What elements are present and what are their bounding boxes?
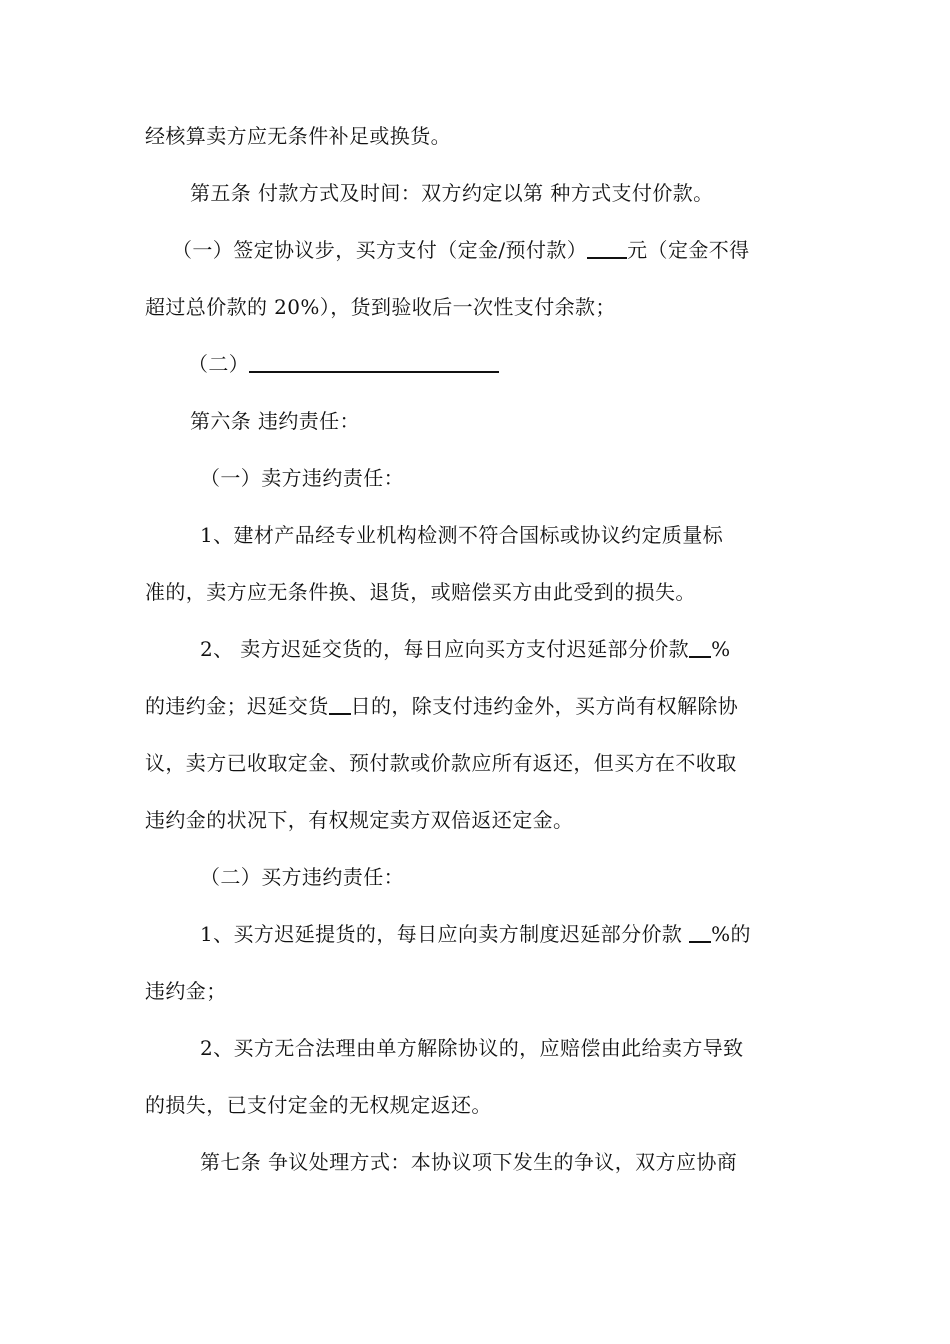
line-text: 经核算卖方应无条件补足或换货。 bbox=[145, 124, 451, 148]
line-text: 的违约金；迟延交货 bbox=[145, 694, 329, 718]
seller-liability-heading bbox=[200, 464, 865, 492]
payment-clause-2 bbox=[188, 350, 853, 378]
seller-clause-2-cont bbox=[145, 692, 810, 720]
buyer-clause-2-cont bbox=[145, 1091, 810, 1119]
line-text: %的 bbox=[711, 922, 751, 946]
line-text: 超过总价款的 20%），货到验收后一次性支付余款； bbox=[145, 295, 616, 319]
line-text: 违约金的状况下，有权规定卖方双倍返还定金。 bbox=[145, 808, 574, 832]
line-text: 第五条 付款方式及时间：双方约定以第 种方式支付价款。 bbox=[190, 181, 714, 205]
seller-clause-1-cont bbox=[145, 578, 810, 606]
buyer-clause-1-cont bbox=[145, 977, 810, 1005]
line-text: 的损失，已支付定金的无权规定返还。 bbox=[145, 1093, 492, 1117]
line-text: 2、 卖方迟延交货的，每日应向买方支付迟延部分价款 bbox=[200, 637, 690, 661]
article-7-heading bbox=[200, 1148, 865, 1176]
blank-payment-method bbox=[249, 351, 499, 373]
blank-delay-days bbox=[329, 693, 351, 715]
blank-deposit-amount bbox=[587, 237, 627, 259]
line-text: % bbox=[711, 637, 731, 661]
blank-buyer-delay-percent bbox=[689, 921, 711, 943]
buyer-clause-1 bbox=[200, 920, 865, 948]
line-text: 违约金； bbox=[145, 979, 227, 1003]
line-text: 2、买方无合法理由单方解除协议的，应赔偿由此给卖方导致 bbox=[200, 1036, 744, 1060]
line-text: 1、建材产品经专业机构检测不符合国标或协议约定质量标 bbox=[200, 523, 724, 547]
article-5-heading bbox=[190, 179, 855, 207]
line-text: 第七条 争议处理方式：本协议项下发生的争议，双方应协商 bbox=[200, 1150, 738, 1174]
blank-delay-percent bbox=[689, 636, 711, 658]
line-text: 准的，卖方应无条件换、退货，或赔偿买方由此受到的损失。 bbox=[145, 580, 696, 604]
buyer-liability-heading bbox=[200, 863, 865, 891]
line-text: 第六条 违约责任： bbox=[190, 409, 360, 433]
line-text: （一）卖方违约责任： bbox=[200, 466, 404, 490]
seller-clause-1 bbox=[200, 521, 865, 549]
buyer-clause-2 bbox=[200, 1034, 865, 1062]
line-text: 元（定金不得 bbox=[627, 238, 750, 262]
line-text: （二）买方违约责任： bbox=[200, 865, 404, 889]
seller-clause-2-cont-2 bbox=[145, 749, 810, 777]
line-text: 议，卖方已收取定金、预付款或价款应所有返还，但买方在不收取 bbox=[145, 751, 737, 775]
payment-clause-1 bbox=[172, 236, 837, 264]
line-text: （二） bbox=[188, 352, 250, 376]
seller-clause-2-cont-3 bbox=[145, 806, 810, 834]
article-6-heading bbox=[190, 407, 855, 435]
line-text: 日的，除支付违约金外，买方尚有权解除协 bbox=[350, 694, 739, 718]
payment-clause-1-cont bbox=[145, 293, 810, 321]
line-text: （一）签定协议步，买方支付（定金/预付款） bbox=[172, 238, 588, 262]
paragraph-line-1 bbox=[145, 122, 810, 150]
line-text: 1、买方迟延提货的，每日应向卖方制度迟延部分价款 bbox=[200, 922, 690, 946]
seller-clause-2 bbox=[200, 635, 865, 663]
